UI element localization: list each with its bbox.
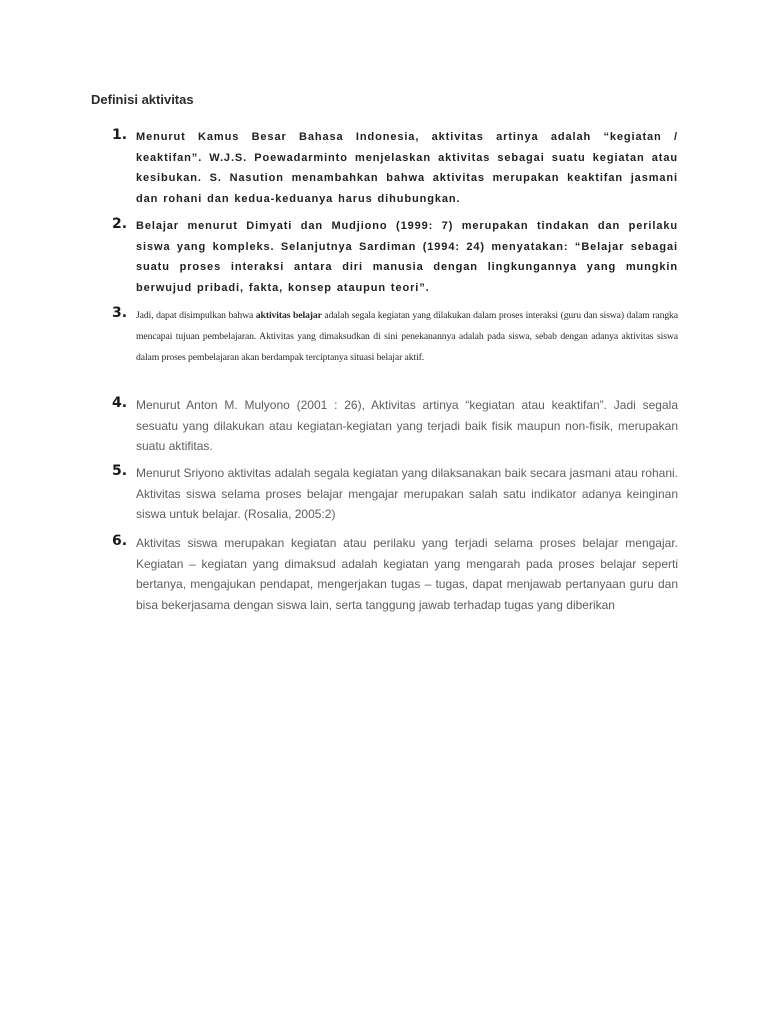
- list-text-5: Menurut Sriyono aktivitas adalah segala kegiatan yang dilaksanakan baik secara jasmani atau rohani. Aktivitas siswa selama proses belajar mengajar merupakan salah satu indikator adanya keinginan siswa untuk belajar. (Rosalia, 2005:2): [136, 466, 678, 521]
- list-number-2: 2.: [112, 216, 128, 232]
- list-text-3-rest: adalah segala kegiatan yang dilakukan dalam proses interaksi (guru dan siswa) dalam rangka mencapai tujuan pembelajaran. Aktivitas yang dimaksudkan di sini penekanannya adalah pada siswa, sebab dengan adanya aktivitas siswa dalam proses pembelajaran akan berdampak terciptanya situasi belajar aktif.: [136, 310, 679, 363]
- section-heading: Definisi aktivitas: [91, 92, 194, 107]
- list-item-1: [112, 127, 678, 209]
- list-item-4: [112, 395, 678, 457]
- list-text-2: Belajar menurut Dimyati dan Mudjiono (1999: 7) merupakan tindakan dan perilaku siswa yang kompleks. Selanjutnya Sardiman (1994: 24) menyatakan: “Belajar sebagai suatu proses interaksi antara diri manusia dengan lingkungannya yang mungkin berwujud pribadi, fakta, konsep ataupun teori”.: [136, 220, 678, 294]
- list-text-3: [136, 305, 678, 368]
- list-text-6: Aktivitas siswa merupakan kegiatan atau perilaku yang terjadi selama proses belajar mengajar. Kegiatan – kegiatan yang dimaksud adalah kegiatan yang mengarah pada proses belajar seperti bertanya, mengajukan pendapat, mengerjakan tugas – tugas, dapat menjawab pertanyaan guru dan bisa bekerjasama dengan siswa lain, serta tanggung jawab terhadap tugas yang diberikan: [136, 536, 678, 612]
- list-item-5: [112, 463, 678, 525]
- list-item-2: [112, 216, 678, 298]
- list-number-1: 1.: [112, 127, 128, 143]
- list-item-3: [112, 305, 678, 368]
- list-number-3: 3.: [112, 305, 128, 321]
- list-text-1: Menurut Kamus Besar Bahasa Indonesia, aktivitas artinya adalah “kegiatan / keaktifan”. W.J.S. Poewadarminto menjelaskan aktivitas sebagai suatu kegiatan atau kesibukan. S. Nasution menambahkan bahwa aktivitas merupakan keaktifan jasmani dan rohani dan kedua-keduanya harus dihubungkan.: [136, 131, 678, 205]
- list-number-4: 4.: [112, 395, 128, 411]
- list-text-4: Menurut Anton M. Mulyono (2001 : 26), Aktivitas artinya “kegiatan atau keaktifan”. Jadi segala sesuatu yang dilakukan atau kegiatan-kegiatan yang terjadi baik fisik maupun non-fisik, merupakan suatu aktifitas.: [136, 398, 678, 453]
- list-number-6: 6.: [112, 533, 128, 549]
- list-number-5: 5.: [112, 463, 128, 479]
- list-text-3-emphasis: aktivitas belajar: [255, 310, 322, 321]
- list-item-6: [112, 533, 678, 615]
- list-text-3-intro: Jadi, dapat disimpulkan bahwa: [136, 310, 256, 321]
